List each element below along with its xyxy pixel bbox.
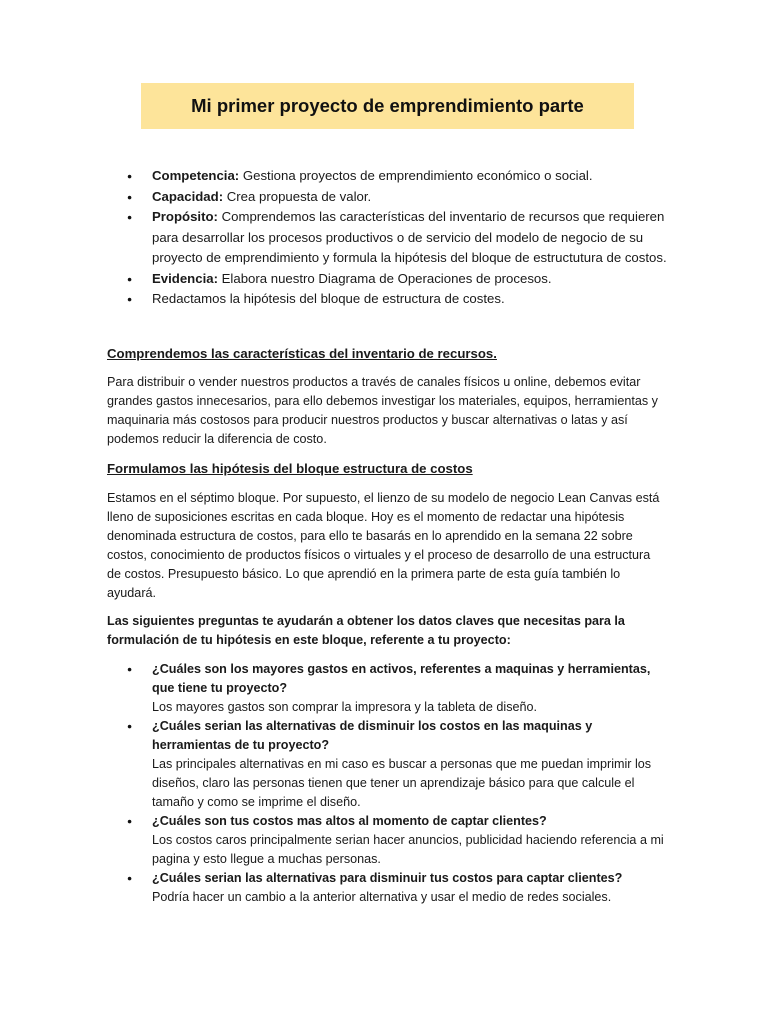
questions-list [107, 660, 672, 907]
section-heading-hypothesis: Formulamos las hipótesis del bloque estructura de costos [107, 461, 473, 476]
intro-list [107, 166, 667, 310]
question-item [107, 812, 672, 869]
item-text: Redactamos la hipótesis del bloque de estructura de costes. [152, 291, 505, 306]
item-label: Propósito: [152, 209, 218, 224]
question-text: ● ¿Cuáles son tus costos mas altos al momento de captar clientes? [152, 814, 547, 828]
item-label: Capacidad: [152, 188, 224, 204]
item-text: Elabora nuestro Diagrama de Operaciones de procesos. [217, 270, 552, 286]
question-item [107, 869, 672, 907]
title-banner [141, 83, 634, 129]
answer-text: Los costos caros principalmente serian hacer anuncios, publicidad haciendo referencia a mi pagina y esto llegue a muchas personas. [152, 833, 664, 866]
question-text: ● ¿Cuáles serian las alternativas para disminuir tus costos para captar clientes? [152, 871, 623, 885]
section-body-hypothesis: Estamos en el séptimo bloque. Por supuesto, el lienzo de su modelo de negocio Lean Canvas está lleno de suposiciones escritas en cada bloque. Hoy es el momento de redactar una hipótesis denominada estructura de costos, para ello te basarás en lo aprendido en la semana 22 sobre costos, conocimiento de productos físicos o virtuales y el proceso de desarrollo de una estructura de costos. Presupuesto básico. Lo que aprendió en la primera parte de esta guía también lo ayudará. [107, 491, 660, 600]
list-item [107, 187, 667, 208]
list-item [107, 269, 667, 290]
item-text: Crea propuesta de valor. [223, 188, 372, 204]
questions-prompt: Las siguientes preguntas te ayudarán a obtener los datos claves que necesitas para la formulación de tu hipótesis en este bloque, referente a tu proyecto: [107, 614, 625, 647]
section-body-resources: Para distribuir o vender nuestros productos a través de canales físicos u online, debemos evitar grandes gastos innecesarios, para ello debemos investigar los materiales, equipos, herramientas y maquinaria más costosos para producir nuestros productos y buscar alternativas o latas y así podemos reducir la diferencia de costo. [107, 375, 658, 446]
question-item [107, 717, 672, 812]
list-item [107, 166, 667, 187]
answer-text: Podría hacer un cambio a la anterior alternativa y usar el medio de redes sociales. [152, 890, 612, 904]
list-item [107, 289, 667, 310]
item-label: Evidencia: [152, 270, 218, 286]
answer-text: Las principales alternativas en mi caso es buscar a personas que me puedan imprimir los diseños, claro las personas tienen que tener un aprendizaje básico para que calcule el tamaño y como se imprime el diseño. [152, 757, 652, 809]
item-label: Competencia: [152, 168, 240, 183]
item-text: Gestiona proyectos de emprendimiento económico o social. [239, 168, 593, 183]
answer-text: Los mayores gastos son comprar la impresora y la tableta de diseño. [152, 700, 538, 714]
question-text: ● ¿Cuáles serian las alternativas de disminuir los costos en las maquinas y herramientas de tu proyecto? [152, 719, 593, 752]
list-item [107, 207, 667, 269]
page-title: Mi primer proyecto de emprendimiento parte [191, 95, 584, 116]
question-item [107, 660, 672, 717]
item-text: Comprendemos las características del inventario de recursos que requieren para desarrollar los procesos productivos o de servicio del modelo de negocio de su proyecto de emprendimiento y formula la hipótesis del bloque de estructutura de costos. [152, 209, 667, 265]
question-text: ● ¿Cuáles son los mayores gastos en activos, referentes a maquinas y herramientas, que tiene tu proyecto? [152, 662, 651, 695]
section-heading-resources: Comprendemos las características del inventario de recursos. [107, 346, 497, 361]
